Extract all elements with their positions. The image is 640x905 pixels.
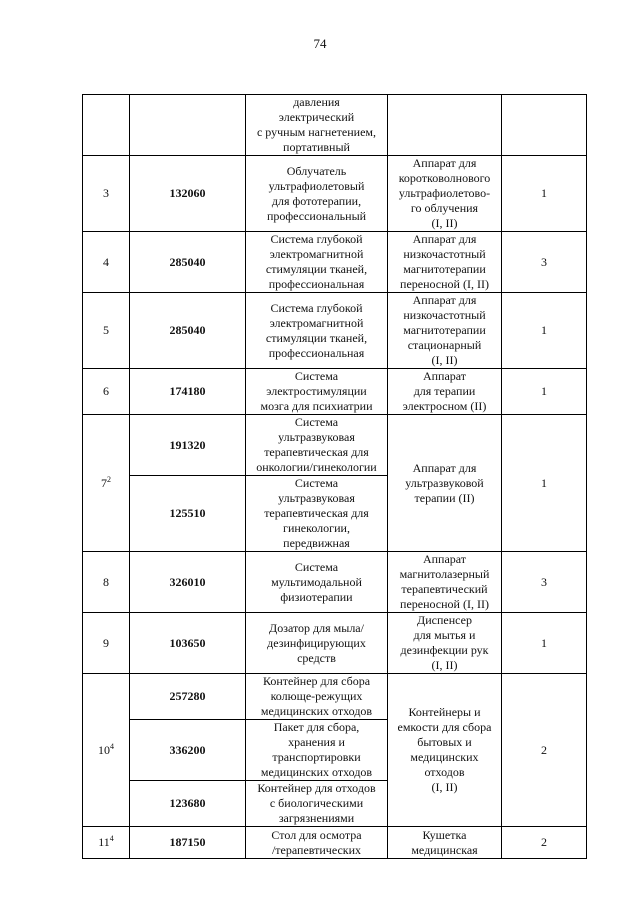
code-cell: [130, 95, 246, 156]
equipment-table: [82, 94, 587, 859]
quantity-cell: 1: [502, 156, 587, 232]
quantity-cell: [502, 95, 587, 156]
device-type-cell: Аппарат для терапии электросном (II): [388, 369, 502, 415]
code-cell: 257280: [130, 674, 246, 720]
code-cell: 187150: [130, 827, 246, 859]
code-cell: 174180: [130, 369, 246, 415]
row-number-cell: 6: [83, 369, 130, 415]
table-row: [83, 613, 587, 674]
table-row: [83, 156, 587, 232]
footnote-marker: 2: [107, 474, 111, 484]
row-number-cell: 3: [83, 156, 130, 232]
row-number-cell: 4: [83, 232, 130, 293]
quantity-cell: 1: [502, 369, 587, 415]
quantity-cell: 1: [502, 293, 587, 369]
row-number-cell: [83, 95, 130, 156]
page-number: 74: [313, 36, 327, 51]
table-row: [83, 95, 587, 156]
table-row: [83, 827, 587, 859]
device-type-cell: Диспенсер для мытья и дезинфекции рук (I, II): [388, 613, 502, 674]
row-number-cell: $11^4$: [83, 827, 130, 859]
device-name-cell: Контейнер для сбора колюще-режущих медицинских отходов: [246, 674, 388, 720]
table-row: [83, 293, 587, 369]
device-type-cell: Аппарат магнитолазерный терапевтический переносной (I, II): [388, 552, 502, 613]
device-name-cell: Пакет для сбора, хранения и транспортировки медицинских отходов: [246, 720, 388, 781]
device-name-cell: Дозатор для мыла/ дезинфицирующих средств: [246, 613, 388, 674]
code-cell: 125510: [130, 476, 246, 552]
table-row: [83, 415, 587, 476]
code-cell: 123680: [130, 781, 246, 827]
code-cell: 191320: [130, 415, 246, 476]
device-name-cell: давления электрический с ручным нагнетением, портативный: [246, 95, 388, 156]
code-cell: 132060: [130, 156, 246, 232]
row-number-cell: 9: [83, 613, 130, 674]
device-type-cell: Кушетка медицинская: [388, 827, 502, 859]
device-type-cell: Аппарат для низкочастотный магнитотерапии стационарный (I, II): [388, 293, 502, 369]
row-number-cell: 8: [83, 552, 130, 613]
device-name-cell: Система электростимуляции мозга для психиатрии: [246, 369, 388, 415]
device-name-cell: Система глубокой электромагнитной стимуляции тканей, профессиональная: [246, 293, 388, 369]
code-cell: 336200: [130, 720, 246, 781]
quantity-cell: 3: [502, 552, 587, 613]
code-cell: 285040: [130, 232, 246, 293]
code-cell: 285040: [130, 293, 246, 369]
table-row: [83, 674, 587, 720]
code-cell: 326010: [130, 552, 246, 613]
device-name-cell: Контейнер для отходов с биологическими загрязнениями: [246, 781, 388, 827]
table-row: [83, 232, 587, 293]
device-type-cell: Аппарат для ультразвуковой терапии (II): [388, 415, 502, 552]
row-number-cell: 5: [83, 293, 130, 369]
device-type-cell: Аппарат для низкочастотный магнитотерапии переносной (I, II): [388, 232, 502, 293]
table-row: [83, 552, 587, 613]
device-type-cell: [388, 95, 502, 156]
quantity-cell: 3: [502, 232, 587, 293]
device-type-cell: Аппарат для коротковолнового ультрафиолетово- го облучения (I, II): [388, 156, 502, 232]
table-row: [83, 369, 587, 415]
device-type-cell: Контейнеры и емкости для сбора бытовых и медицинских отходов (I, II): [388, 674, 502, 827]
quantity-cell: 2: [502, 674, 587, 827]
device-name-cell: Облучатель ультрафиолетовый для фототерапии, профессиональный: [246, 156, 388, 232]
quantity-cell: 1: [502, 613, 587, 674]
quantity-cell: 1: [502, 415, 587, 552]
quantity-cell: 2: [502, 827, 587, 859]
row-number-cell: $7^2$: [83, 415, 130, 552]
device-name-cell: Система ультразвуковая терапевтическая для гинекологии, передвижная: [246, 476, 388, 552]
footnote-marker: 4: [110, 741, 114, 751]
device-name-cell: Система мультимодальной физиотерапии: [246, 552, 388, 613]
device-name-cell: Стол для осмотра /терапевтических: [246, 827, 388, 859]
code-cell: 103650: [130, 613, 246, 674]
row-number-cell: $10^4$: [83, 674, 130, 827]
footnote-marker: 4: [109, 834, 114, 843]
device-name-cell: Система ультразвуковая терапевтическая для онкологии/гинекологии: [246, 415, 388, 476]
device-name-cell: Система глубокой электромагнитной стимуляции тканей, профессиональная: [246, 232, 388, 293]
